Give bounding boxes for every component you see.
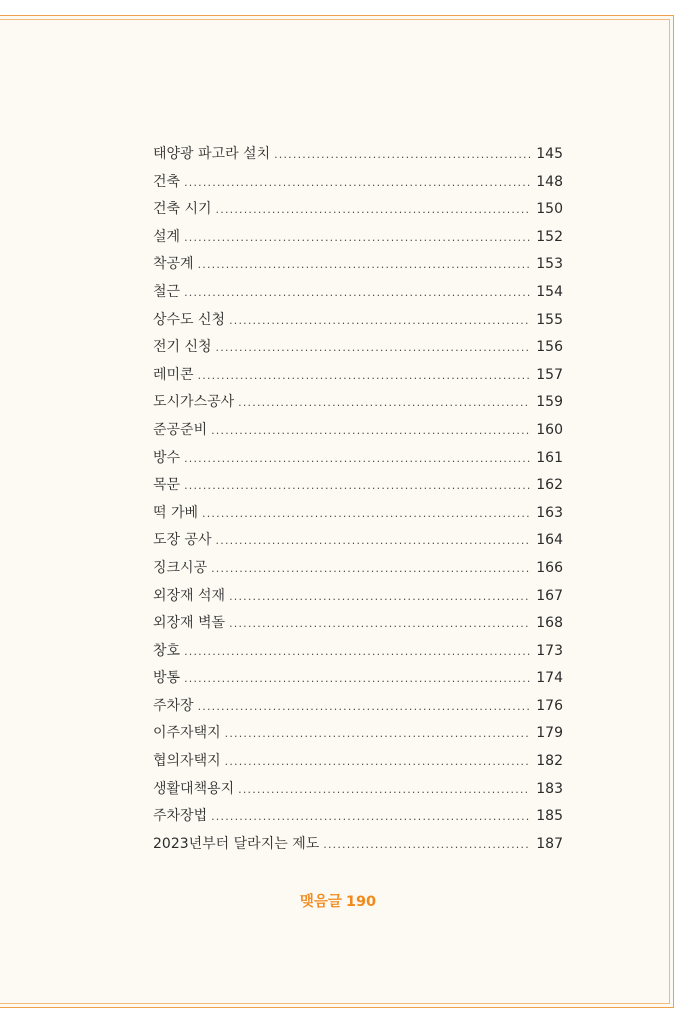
toc-dot-leader xyxy=(229,590,530,603)
toc-entry-page-number: 157 xyxy=(536,366,563,383)
toc-dot-leader xyxy=(229,617,530,630)
toc-entry[interactable] xyxy=(153,447,563,475)
toc-entry-title: 착공계 xyxy=(153,256,194,273)
toc-entry[interactable] xyxy=(153,143,563,171)
table-of-contents xyxy=(153,143,563,860)
toc-entry[interactable] xyxy=(153,364,563,392)
toc-entry[interactable] xyxy=(153,198,563,226)
toc-dot-leader xyxy=(216,203,531,216)
toc-dot-leader xyxy=(225,727,531,740)
toc-entry-page-number: 159 xyxy=(536,394,563,411)
toc-dot-leader xyxy=(184,286,530,299)
toc-entry-title: 건축 시기 xyxy=(153,201,212,218)
toc-entry[interactable] xyxy=(153,391,563,419)
toc-entry-page-number: 168 xyxy=(536,615,563,632)
toc-entry-page-number: 145 xyxy=(536,146,563,162)
toc-entry[interactable] xyxy=(153,502,563,530)
toc-entry[interactable] xyxy=(153,281,563,309)
toc-dot-leader xyxy=(198,258,531,271)
toc-entry-title: 전기 신청 xyxy=(153,339,212,356)
toc-dot-leader xyxy=(184,672,530,685)
toc-dot-leader xyxy=(184,231,530,244)
toc-entry-page-number: 148 xyxy=(536,173,563,190)
toc-dot-leader xyxy=(225,755,531,768)
toc-dot-leader xyxy=(211,810,530,823)
toc-entry[interactable] xyxy=(153,778,563,806)
toc-dot-leader xyxy=(184,176,530,189)
toc-entry-title: 상수도 신청 xyxy=(153,311,226,328)
toc-entry[interactable] xyxy=(153,474,563,502)
toc-entry-title: 도장 공사 xyxy=(153,532,212,549)
toc-entry[interactable] xyxy=(153,585,563,613)
toc-entry-page-number: 174 xyxy=(536,670,563,687)
toc-entry[interactable] xyxy=(153,226,563,254)
toc-entry-page-number: 173 xyxy=(536,642,563,659)
toc-entry-title: 레미콘 xyxy=(153,366,194,383)
toc-entry-page-number: 167 xyxy=(536,587,563,604)
toc-dot-leader xyxy=(184,645,530,658)
closing-page-number: 190 xyxy=(345,894,377,910)
toc-entry-page-number: 163 xyxy=(536,504,563,521)
toc-dot-leader xyxy=(184,479,530,492)
toc-dot-leader xyxy=(211,424,530,437)
toc-entry[interactable] xyxy=(153,667,563,695)
toc-entry[interactable] xyxy=(153,557,563,585)
toc-entry-title: 이주자택지 xyxy=(153,725,221,742)
toc-dot-leader xyxy=(274,148,530,161)
toc-entry-title: 건축 xyxy=(153,173,181,190)
toc-entry-title: 태양광 파고라 설치 xyxy=(153,146,271,162)
toc-dot-leader xyxy=(202,507,530,520)
toc-entry-title: 철근 xyxy=(153,283,181,300)
toc-entry-page-number: 166 xyxy=(536,559,563,576)
toc-entry[interactable] xyxy=(153,419,563,447)
toc-entry-title: 방통 xyxy=(153,670,181,687)
toc-dot-leader xyxy=(198,369,531,382)
toc-entry-title: 외장재 벽돌 xyxy=(153,615,226,632)
toc-dot-leader xyxy=(238,783,530,796)
toc-entry-title: 외장재 석재 xyxy=(153,587,226,604)
toc-dot-leader xyxy=(323,838,530,851)
toc-entry[interactable] xyxy=(153,253,563,281)
toc-entry[interactable] xyxy=(153,612,563,640)
toc-entry[interactable] xyxy=(153,309,563,337)
closing-entry[interactable] xyxy=(0,890,676,911)
toc-entry[interactable] xyxy=(153,722,563,750)
toc-entry-page-number: 152 xyxy=(536,228,563,245)
toc-entry[interactable] xyxy=(153,336,563,364)
toc-entry-page-number: 156 xyxy=(536,339,563,356)
toc-entry-page-number: 164 xyxy=(536,532,563,549)
toc-entry[interactable] xyxy=(153,171,563,199)
toc-entry-page-number: 153 xyxy=(536,256,563,273)
toc-entry-page-number: 154 xyxy=(536,283,563,300)
toc-entry-title: 준공준비 xyxy=(153,421,208,438)
toc-entry-page-number: 160 xyxy=(536,421,563,438)
toc-entry-page-number: 187 xyxy=(536,835,563,852)
toc-entry[interactable] xyxy=(153,805,563,833)
toc-dot-leader xyxy=(238,396,530,409)
toc-entry-title: 떡 가베 xyxy=(153,504,199,521)
toc-entry-title: 2023년부터 달라지는 제도 xyxy=(153,835,320,852)
toc-entry-page-number: 176 xyxy=(536,697,563,714)
toc-entry-title: 설계 xyxy=(153,228,181,245)
toc-entry-title: 협의자택지 xyxy=(153,753,221,770)
toc-entry-title: 방수 xyxy=(153,449,181,466)
toc-entry[interactable] xyxy=(153,529,563,557)
toc-dot-leader xyxy=(184,452,530,465)
toc-entry[interactable] xyxy=(153,833,563,861)
toc-dot-leader xyxy=(211,562,530,575)
toc-entry-title: 창호 xyxy=(153,642,181,659)
toc-dot-leader xyxy=(216,534,531,547)
toc-entry-title: 징크시공 xyxy=(153,559,208,576)
toc-entry[interactable] xyxy=(153,750,563,778)
toc-entry-page-number: 183 xyxy=(536,780,563,797)
toc-entry-page-number: 161 xyxy=(536,449,563,466)
toc-entry-title: 주차장 xyxy=(153,697,194,714)
toc-entry[interactable] xyxy=(153,695,563,723)
toc-dot-leader xyxy=(216,341,531,354)
toc-entry-page-number: 150 xyxy=(536,201,563,218)
toc-entry-page-number: 182 xyxy=(536,753,563,770)
toc-entry[interactable] xyxy=(153,640,563,668)
toc-entry-page-number: 185 xyxy=(536,808,563,825)
toc-entry-page-number: 155 xyxy=(536,311,563,328)
toc-dot-leader xyxy=(229,314,530,327)
toc-entry-title: 목문 xyxy=(153,477,181,494)
toc-entry-title: 주차장법 xyxy=(153,808,208,825)
toc-entry-page-number: 162 xyxy=(536,477,563,494)
toc-entry-page-number: 179 xyxy=(536,725,563,742)
toc-dot-leader xyxy=(198,700,531,713)
toc-entry-title: 생활대책용지 xyxy=(153,780,235,797)
closing-title: 맺음글 xyxy=(299,894,342,910)
toc-entry-title: 도시가스공사 xyxy=(153,394,235,411)
